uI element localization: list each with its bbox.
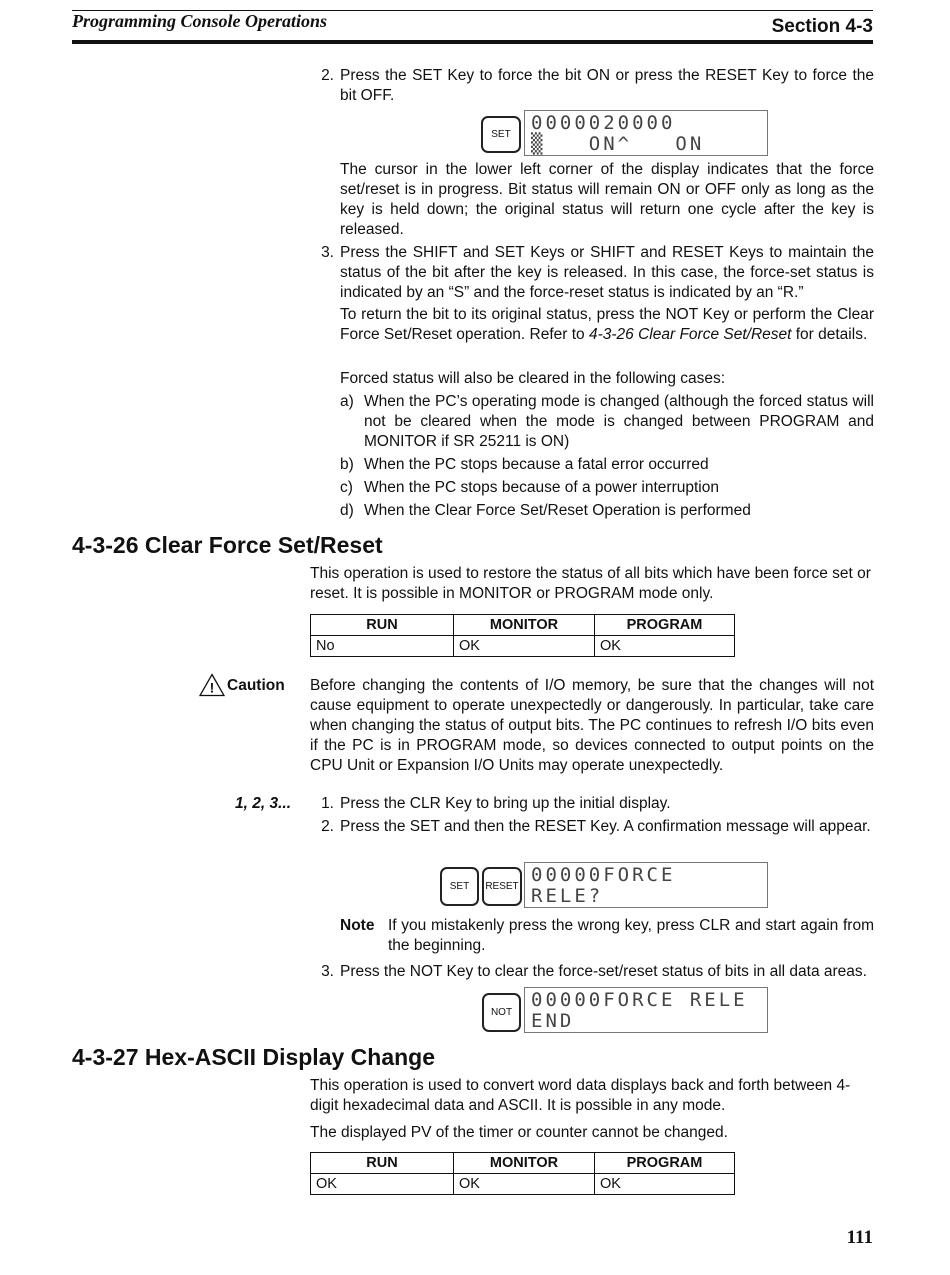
note-label: Note (340, 917, 375, 934)
case-label: c) (340, 479, 353, 496)
note-text: If you mistakenly press the wrong key, press CLR and start again from the beginning. (388, 917, 874, 954)
step-2-line-2: bit OFF. (340, 87, 395, 104)
header-rule-bottom (72, 40, 873, 44)
caution-label: Caution (227, 677, 285, 694)
section-27-intro: This operation is used to convert word data displays back and forth between 4-digit hexadecimal data and ASCII. It is possible in any mode. (310, 1077, 851, 1114)
return-text-b: for details. (791, 326, 868, 343)
page-number: 111 (846, 1227, 873, 1248)
mode-header: PROGRAM (595, 1153, 735, 1174)
return-text-a: To return the bit to its original status, press the NOT Key or perform the Clear Force Set/Reset operation. Refer to (340, 306, 874, 343)
step-1-text: Press the CLR Key to bring up the initial display. (340, 795, 671, 812)
lcd-line-1: 00000FORCE RELE (531, 989, 748, 1011)
section-26-intro: This operation is used to restore the status of all bits which have been force set or reset. It is possible in MONITOR or PROGRAM mode only. (310, 565, 871, 602)
running-header-title: Programming Console Operations (72, 11, 328, 31)
case-label: d) (340, 502, 354, 519)
lcd-display-force-set (524, 110, 768, 156)
step-3-text: Press the NOT Key to clear the force-set/reset status of bits in all data areas. (340, 963, 867, 980)
set-key: SET (481, 116, 521, 153)
caution-text: Before changing the contents of I/O memory, be sure that the changes will not cause equipment to operate unexpectedly or dangerously. In particular, take care when changing the status of output bits. The PC continues to refresh I/O bits even if the PC is in PROGRAM mode, so devices connected to output points on the CPU Unit or Expansion I/O Units may operate unexpectedly. (310, 677, 874, 774)
case-text: When the PC stops because of a power interruption (364, 479, 719, 496)
cursor-explanation: The cursor in the lower left corner of the display indicates that the force set/reset is in progress. Bit status will remain ON or OFF only as long as the key is held down; the original status will return one cycle after the key is released. (340, 161, 874, 238)
mode-header: RUN (311, 1153, 454, 1174)
step-number: 3. (321, 963, 334, 980)
step-2-line-1: Press the SET Key to force the bit ON or press the RESET Key to force the (340, 67, 874, 84)
step-number: 3. (321, 244, 334, 261)
cross-reference: 4-3-26 Clear Force Set/Reset (588, 326, 792, 343)
pv-note: The displayed PV of the timer or counter cannot be changed. (310, 1124, 728, 1141)
case-label: b) (340, 456, 354, 473)
steps-label: 1, 2, 3... (235, 795, 292, 812)
lcd-display-release-end (524, 987, 768, 1033)
set-key: SET (440, 867, 479, 906)
mode-header: RUN (311, 615, 454, 636)
step-number: 2. (321, 818, 334, 835)
not-key: NOT (482, 993, 521, 1032)
mode-header: MONITOR (454, 1153, 595, 1174)
step-3-text: Press the SHIFT and SET Keys or SHIFT and RESET Keys to maintain the status of the bit after the key is released. In this case, the force-set status is indicated by an “S” and the force-reset status is indicated by an “R.” (340, 244, 874, 301)
section-label: Section 4-3 (771, 16, 873, 37)
reset-key: RESET (482, 867, 522, 906)
return-status-paragraph (340, 305, 874, 345)
step-2-text: Press the SET and then the RESET Key. A confirmation message will appear. (340, 818, 871, 835)
cleared-cases-intro: Forced status will also be cleared in the following cases: (340, 370, 726, 387)
section-heading-4-3-27: 4-3-27 Hex-ASCII Display Change (72, 1044, 436, 1070)
mode-cell: OK (595, 1174, 735, 1195)
mode-header: MONITOR (454, 615, 595, 636)
mode-cell: OK (311, 1174, 454, 1195)
lcd-display-confirm: 00000FORCE RELE? (524, 862, 768, 908)
section-heading-4-3-26: 4-3-26 Clear Force Set/Reset (72, 532, 383, 558)
case-text: When the PC’s operating mode is changed (although the forced status will not be cleared when the mode is changed between PROGRAM and MONITOR if SR 25211 is ON) (364, 393, 874, 450)
lcd-line-1: 0000020000 (531, 112, 676, 134)
mode-cell: No (311, 636, 454, 657)
mode-cell: OK (454, 636, 595, 657)
svg-text:!: ! (209, 679, 215, 696)
lcd-line-2: ▒ ON^ ON (531, 133, 705, 155)
step-number: 1. (321, 795, 334, 812)
case-text: When the Clear Force Set/Reset Operation is performed (364, 502, 751, 519)
case-label: a) (340, 393, 354, 410)
mode-header: PROGRAM (595, 615, 735, 636)
warning-triangle-icon (199, 673, 225, 697)
lcd-line-2: END (531, 1010, 575, 1032)
step-number: 2. (321, 67, 334, 84)
mode-cell: OK (454, 1174, 595, 1195)
mode-cell: OK (595, 636, 735, 657)
mode-table-hex-ascii (310, 1152, 735, 1195)
step-2-text (340, 66, 874, 106)
mode-table-clear-force (310, 614, 735, 657)
case-text: When the PC stops because a fatal error occurred (364, 456, 709, 473)
